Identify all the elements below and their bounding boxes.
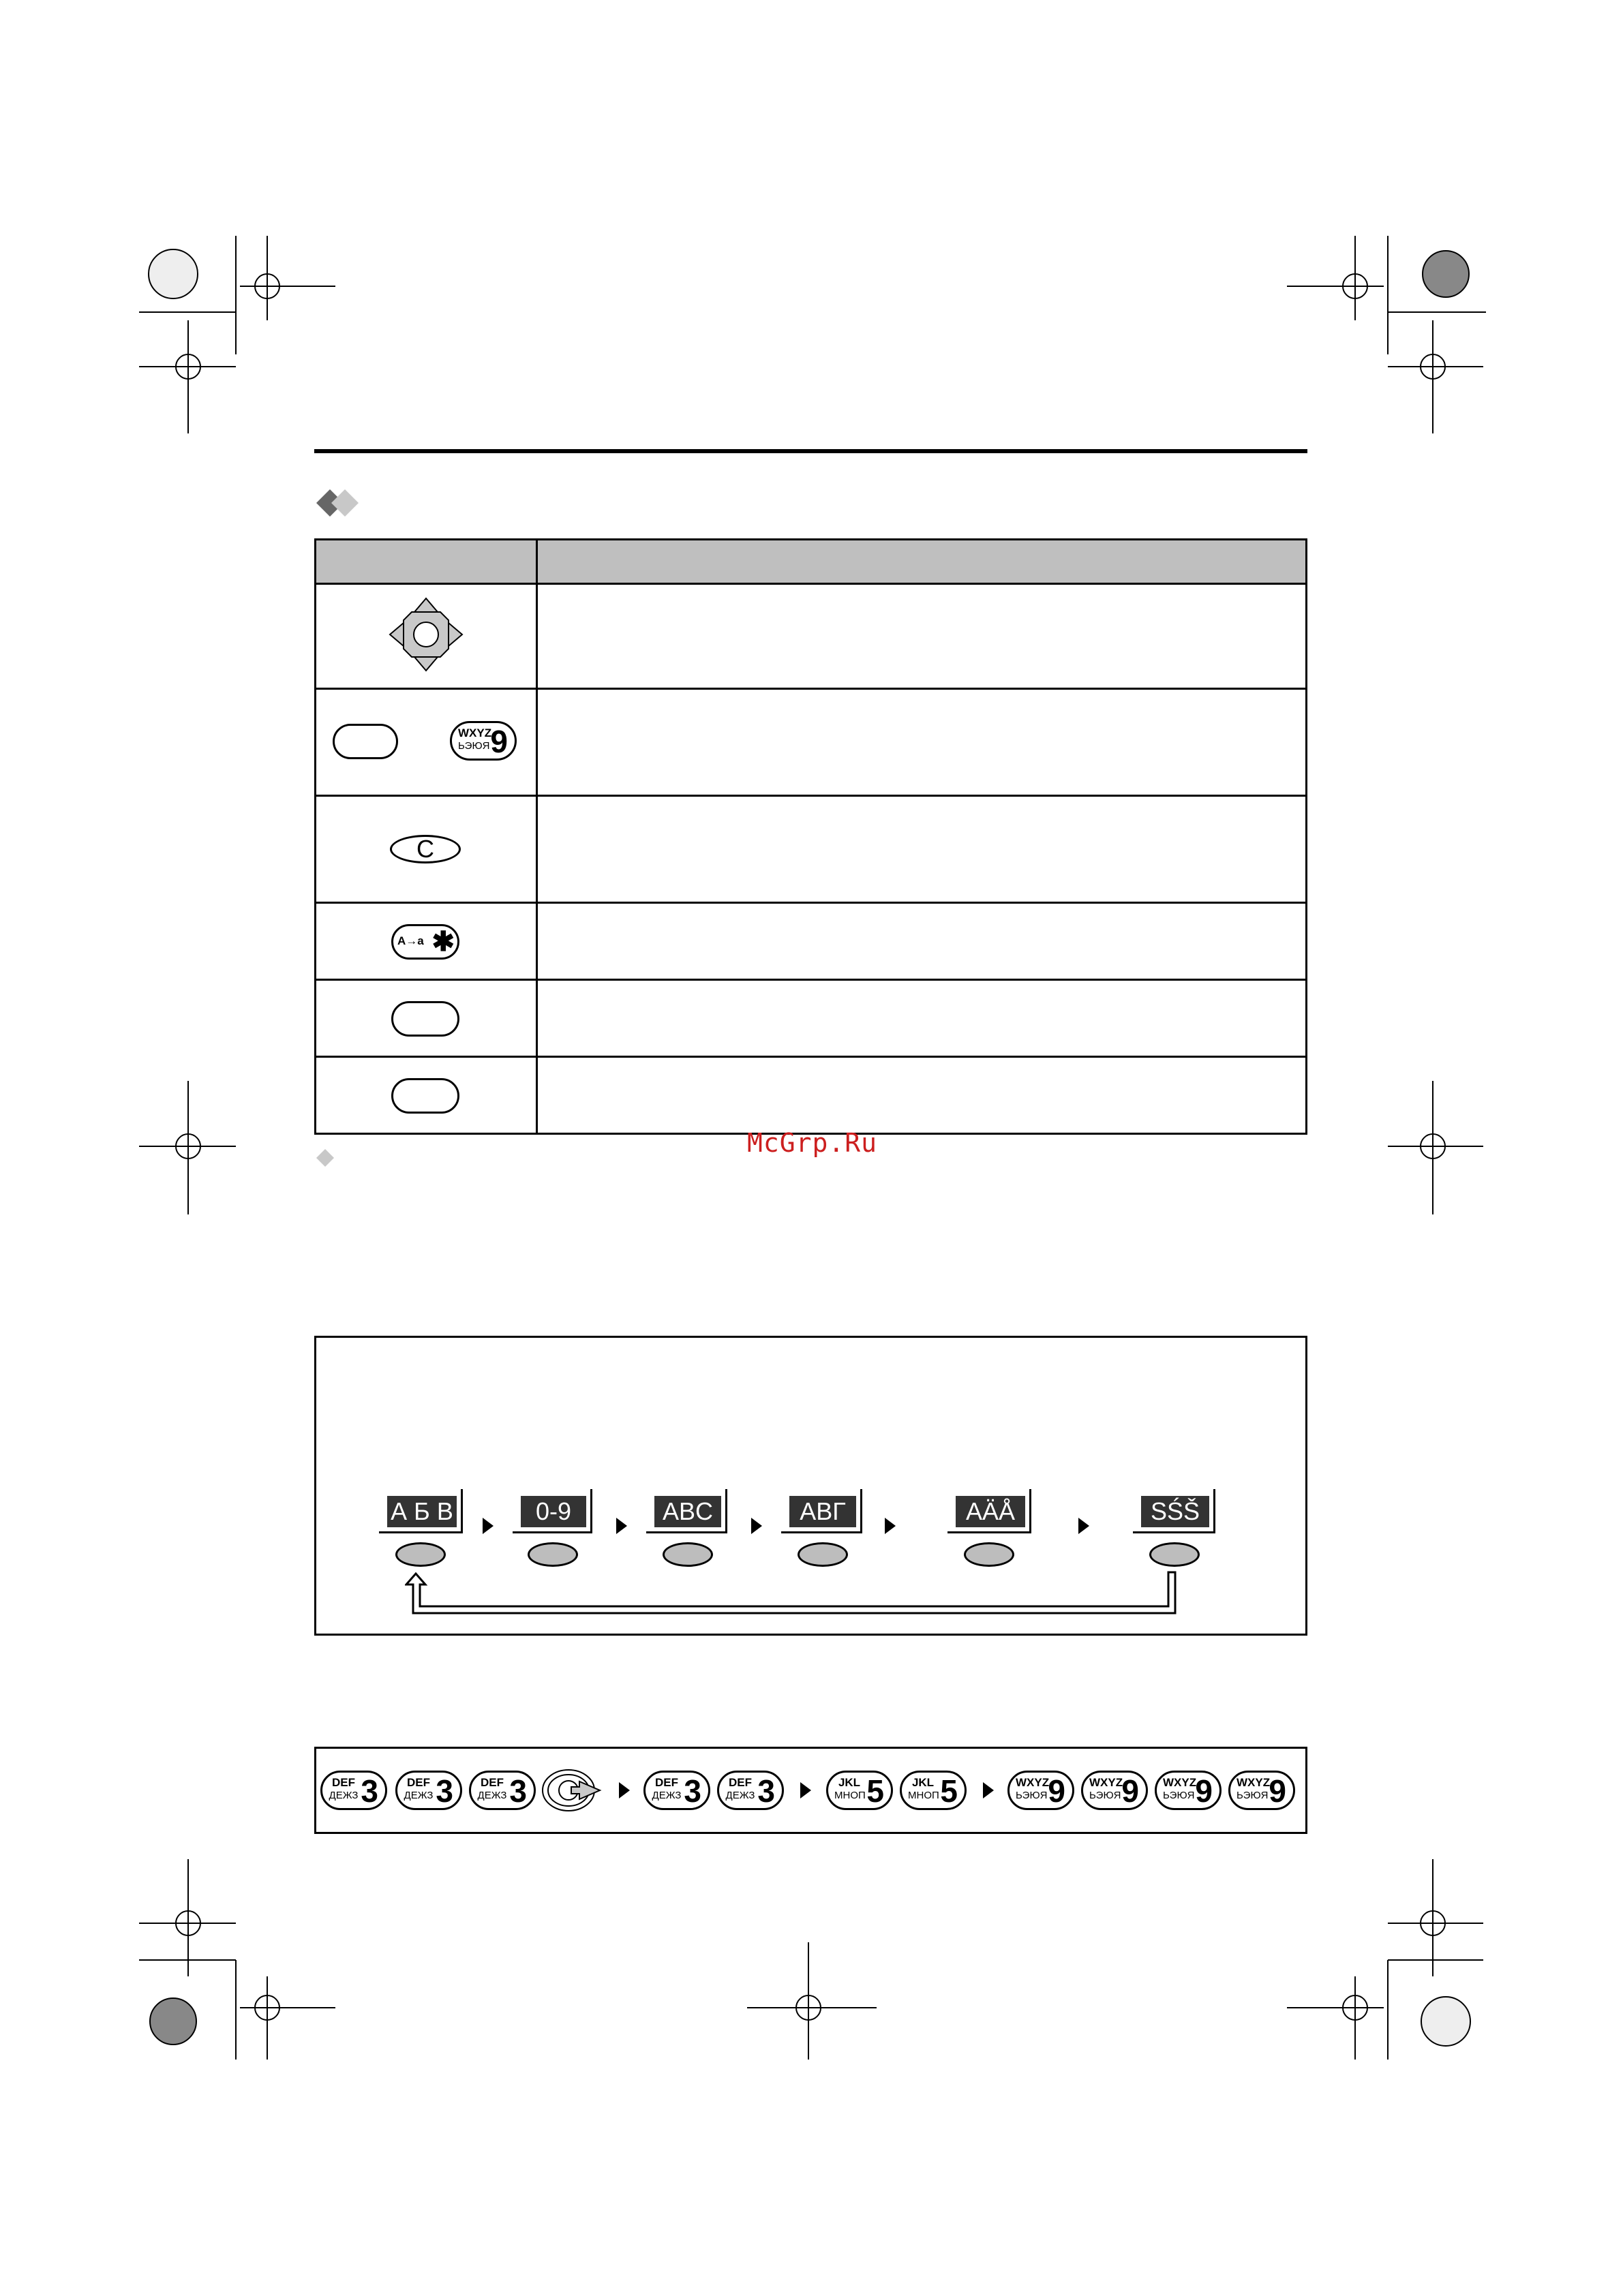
- dial-key-5-icon: JKL МНОП 5: [900, 1771, 967, 1810]
- table-header-row: [316, 540, 1307, 584]
- table-row: [316, 1057, 1307, 1134]
- mode-label: SŚŠ: [1141, 1496, 1209, 1527]
- mode-label: 0-9: [521, 1496, 586, 1527]
- arrow-right-icon: [885, 1518, 896, 1534]
- table-row: [316, 980, 1307, 1057]
- table-header-function: [537, 540, 1307, 584]
- arrow-right-icon: [1078, 1518, 1089, 1534]
- navigator-key-description: [537, 584, 1307, 689]
- dial-key-9-icon: WXYZ ЬЭЮЯ 9: [1081, 1771, 1148, 1810]
- key-function-table: [314, 538, 1307, 1135]
- arrow-right-icon: [616, 1518, 627, 1534]
- clear-key-label: C: [416, 835, 434, 863]
- soft-key-1-cell: [316, 980, 537, 1057]
- arrow-right-icon: [983, 1782, 994, 1798]
- dial-key-blank-icon: [333, 724, 398, 759]
- dial-key-5-icon: JKL МНОП 5: [826, 1771, 893, 1810]
- mode-label: AÄÅ: [956, 1496, 1025, 1527]
- header-rule: [314, 449, 1307, 453]
- dial-key-3-icon: DEF ДЕЖЗ 3: [320, 1771, 387, 1810]
- star-key-description: [537, 903, 1307, 980]
- dial-key-3-icon: DEF ДЕЖЗ 3: [717, 1771, 784, 1810]
- arrow-right-icon: [619, 1782, 630, 1798]
- dial-key-9-icon: WXYZ ЬЭЮЯ 9: [1007, 1771, 1074, 1810]
- navigator-right-icon: [541, 1768, 603, 1813]
- dial-key-3-icon: DEF ДЕЖЗ 3: [643, 1771, 710, 1810]
- note-diamond-icon: [315, 1148, 335, 1168]
- soft-key-2-description: [537, 1057, 1307, 1134]
- mode-soft-key: [663, 1542, 713, 1567]
- character-mode-box: [314, 1336, 1307, 1636]
- case-star-key-icon: A→a ✱: [391, 924, 459, 960]
- arrow-right-icon: [483, 1518, 494, 1534]
- table-row: [316, 584, 1307, 689]
- mode-label: АВГ: [789, 1496, 856, 1527]
- star-key-cell: [316, 903, 537, 980]
- soft-key-2-icon: [391, 1078, 459, 1114]
- navigator-key-cell: [316, 584, 537, 689]
- arrow-right-icon: [800, 1782, 811, 1798]
- table-row: [316, 903, 1307, 980]
- mode-soft-key: [964, 1542, 1014, 1567]
- watermark: McGrp.Ru: [747, 1128, 878, 1158]
- dial-key-9-icon: WXYZ ЬЭЮЯ 9: [450, 721, 517, 761]
- soft-key-2-cell: [316, 1057, 537, 1134]
- arrow-right-icon: [751, 1518, 762, 1534]
- table-row: [316, 689, 1307, 796]
- clear-key-description: [537, 796, 1307, 903]
- section-diamond-icon: [315, 487, 369, 521]
- table-header-key: [316, 540, 537, 584]
- soft-key-1-description: [537, 980, 1307, 1057]
- mode-soft-key: [528, 1542, 578, 1567]
- dial-key-9-icon: WXYZ ЬЭЮЯ 9: [1228, 1771, 1295, 1810]
- dial-key-3-icon: DEF ДЕЖЗ 3: [395, 1771, 462, 1810]
- mode-label: ABC: [654, 1496, 721, 1527]
- clear-key-cell: [316, 796, 537, 903]
- dial-key-3-icon: DEF ДЕЖЗ 3: [469, 1771, 536, 1810]
- clear-key-icon: [390, 835, 461, 863]
- navigator-key-icon: [389, 597, 464, 672]
- mode-soft-key: [395, 1542, 446, 1567]
- mode-soft-key: [1149, 1542, 1200, 1567]
- mode-soft-key: [798, 1542, 848, 1567]
- table-row: [316, 796, 1307, 903]
- dial-key-9-icon: WXYZ ЬЭЮЯ 9: [1155, 1771, 1222, 1810]
- soft-key-1-icon: [391, 1001, 459, 1037]
- dial-keys-description: [537, 689, 1307, 796]
- return-loop-arrow-icon: [405, 1570, 1209, 1624]
- dial-keys-cell: [316, 689, 537, 796]
- mode-label: А Б В: [387, 1496, 457, 1527]
